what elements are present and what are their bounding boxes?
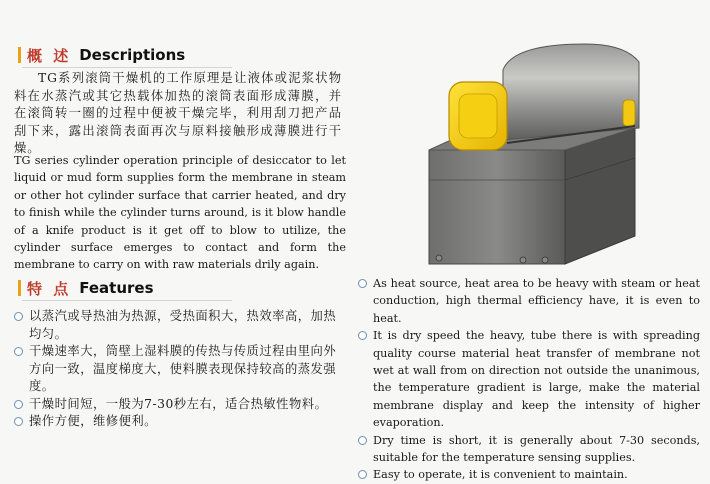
circle-bullet-icon — [14, 347, 23, 356]
list-item — [14, 413, 344, 431]
features-cn-list — [14, 308, 344, 431]
features-heading-cn: 特 点 — [27, 279, 72, 298]
circle-bullet-icon — [358, 436, 367, 445]
heading-underline — [22, 300, 232, 301]
drum-dryer-image — [425, 40, 705, 270]
feature-cn-text: 干燥速率大，筒壁上湿料膜的传热与传质过程由里向外方向一致，温度梯度大，使料膜表现保持较高的蒸发强度。 — [29, 344, 337, 393]
circle-bullet-icon — [14, 312, 23, 321]
descriptions-cn-paragraph: TG系列滚筒干燥机的工作原理是让液体或泥浆状物料在水蒸汽或其它热载体加热的滚筒表面形成薄膜，并在滚筒转一圈的过程中便被干燥完毕，利用刮刀把产品刮下来，露出滚筒表面再次与原料接触形成薄膜进行干燥。 — [14, 71, 342, 155]
circle-bullet-icon — [14, 400, 23, 409]
feature-cn-text: 干燥时间短，一般为7-30秒左右，适合热敏性物料。 — [29, 396, 328, 411]
features-en-list — [358, 275, 700, 484]
feature-en-text: Easy to operate, it is convenient to maintain. — [373, 468, 628, 482]
list-item — [14, 308, 344, 343]
features-heading-en: Features — [79, 279, 154, 297]
circle-bullet-icon — [358, 331, 367, 340]
feature-cn-text: 操作方便，维修便利。 — [29, 414, 157, 428]
circle-bullet-icon — [358, 470, 367, 479]
features-heading — [18, 277, 154, 299]
feature-en-text: As heat source, heat area to be heavy with steam or heat conduction, high thermal efficiency have, it is even to heat. — [373, 277, 700, 325]
list-item — [14, 343, 344, 396]
descriptions-heading-cn: 概 述 — [27, 46, 72, 65]
descriptions-heading-en: Descriptions — [79, 46, 186, 64]
feature-cn-text: 以蒸汽或导热油为热源，受热面积大，热效率高，加热均匀。 — [29, 309, 337, 341]
list-item — [358, 466, 700, 483]
feature-en-text: It is dry speed the heavy, tube there is with spreading quality course material heat transfer of membrane not wet at wall from on direction not outside the unanimous, the temperature gradient is large, make the material membrane display and keep the intensity of higher evaporation. — [373, 329, 700, 430]
descriptions-heading — [18, 44, 185, 66]
descriptions-en-paragraph: TG series cylinder operation principle of desiccator to let liquid or mud form supplies form the membrane in steam or other hot cylinder surface that carrier heated, and dry to finish while the cylinder turns around, is it blow handle of a knife product is it get off to blow to utilize, the cylinder surface emerges to contact and form the membrane to carry on with raw materials drily again. — [14, 154, 346, 272]
circle-bullet-icon — [14, 417, 23, 426]
list-item — [358, 275, 700, 327]
feature-en-text: Dry time is short, it is generally about 7-30 seconds, suitable for the temperature sensing supplies. — [373, 433, 700, 465]
heading-underline — [22, 67, 232, 68]
circle-bullet-icon — [358, 279, 367, 288]
list-item — [14, 396, 344, 414]
list-item — [358, 432, 700, 467]
heading-accent-bar — [18, 47, 21, 63]
heading-accent-bar — [18, 280, 21, 296]
list-item — [358, 327, 700, 431]
